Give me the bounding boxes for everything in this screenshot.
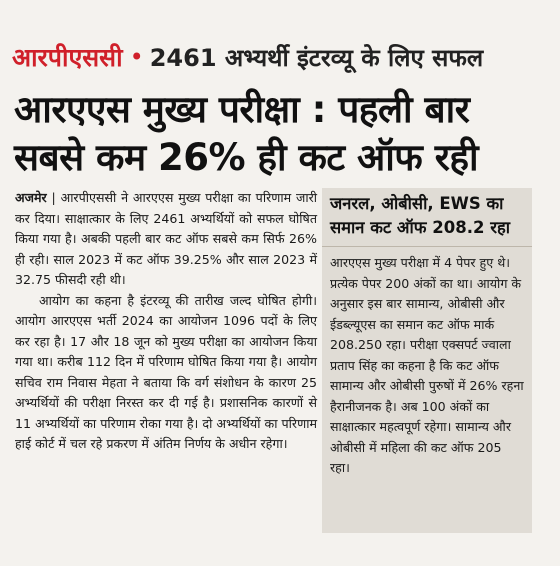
kicker-subtitle: 2461 अभ्यर्थी इंटरव्यू के लिए सफल bbox=[149, 43, 484, 72]
sidebar-body: आरएएस मुख्य परीक्षा में 4 पेपर हुए थे। प्रत्येक पेपर 200 अंकों का था। आयोग के अनुसार इस बार सामान्य, ओबीसी और ईडब्ल्यूएस का समान कट ऑफ मार्क 208.250 रहा। परीक्षा एक्सपर्ट ज्वाला प्रताप सिंह का कहना है कि कट ऑफ सामान्य और ओबीसी पुरुषों में 26% रहना हैरानीजनक है। अब 100 अंकों का साक्षात्कार महत्वपूर्ण रहेगा। सामान्य और ओबीसी में महिला की कट ऑफ 205 रहा। bbox=[330, 255, 524, 475]
sidebar-box bbox=[322, 188, 532, 533]
sidebar-title: जनरल, ओबीसी, EWS का समान कट ऑफ 208.2 रहा bbox=[322, 188, 532, 247]
headline-line-2: सबसे कम 26% ही कट ऑफ रही bbox=[14, 136, 479, 179]
headline bbox=[14, 86, 554, 182]
article-paragraph-1 bbox=[15, 188, 317, 291]
paragraph-1-text: आरपीएससी ने आरएएस मुख्य परीक्षा का परिणाम जारी कर दिया। साक्षात्कार के लिए 2461 अभ्यर्थियों को सफल घोषित किया गया है। अबकी पहली बार कट ऑफ सबसे कम सिर्फ 26% ही रही। साल 2023 में कट ऑफ 39.25% और साल 2023 में 32.75 फीसदी रही थी। bbox=[15, 190, 317, 287]
article-body bbox=[15, 188, 317, 455]
dateline-separator: | bbox=[46, 190, 61, 205]
headline-line-1: आरएएस मुख्य परीक्षा : पहली बार bbox=[14, 88, 470, 131]
dateline: अजमेर bbox=[15, 190, 47, 205]
kicker-bullet: • bbox=[129, 43, 144, 71]
kicker-brand: आरपीएससी bbox=[12, 43, 123, 72]
kicker-line bbox=[12, 32, 483, 82]
article-paragraph-2: आयोग का कहना है इंटरव्यू की तारीख जल्द घोषित होगी। आयोग आरएएस भर्ती 2024 का आयोजन 1096 पदों के लिए कर रहा है। 17 और 18 जून को मुख्य परीक्षा का आयोजन किया गया था। करीब 112 दिन में परिणाम घोषित किया गया है। आयोग सचिव राम निवास मेहता ने बताया कि वर्ग संशोधन के कारण 25 अभ्यर्थियों की परीक्षा निरस्त कर दी गई है। प्रशासनिक कारणों से 11 अभ्यर्थियों का परिणाम रोका गया है। दो अभ्यर्थियों का परिणाम हाई कोर्ट में चल रहे प्रकरण में अंतिम निर्णय के अधीन रहेगा। bbox=[15, 292, 317, 451]
